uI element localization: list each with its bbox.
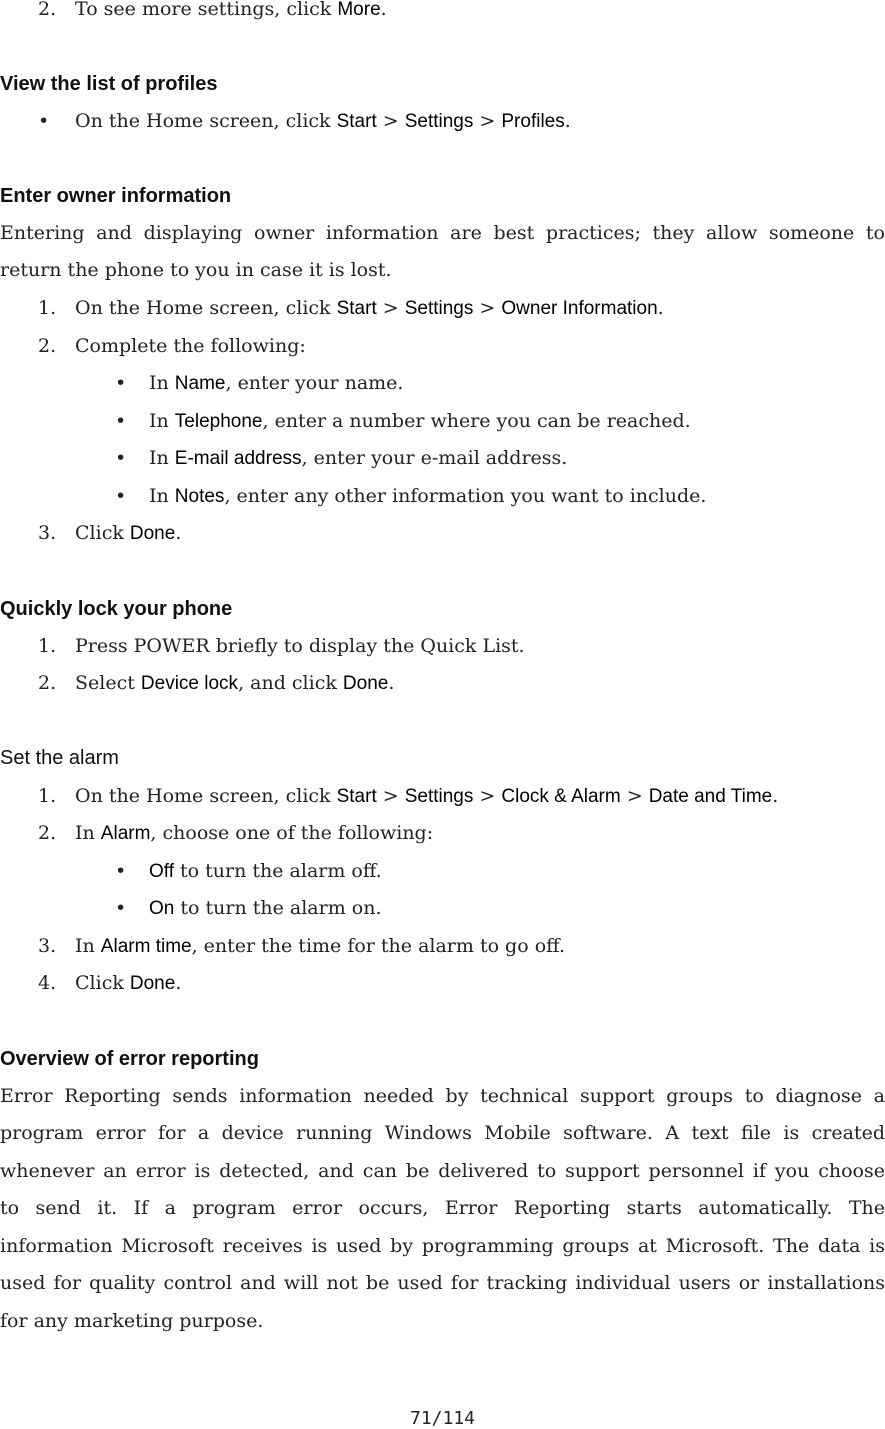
heading-owner: Enter owner information <box>0 185 232 207</box>
alarm-step1: 1. On the Home screen, click Start > Settings > Clock & Alarm > Date and Time. <box>38 785 779 807</box>
profiles-bullet: • On the Home screen, click Start > Settings > Profiles. <box>38 110 571 132</box>
intro-step: 2. To see more settings, click More. <box>38 0 387 20</box>
error-para-line: information Microsoft receives is used by programming groups at Microsoft. The data is <box>0 1235 885 1257</box>
lock-step1: 1. Press POWER briefly to display the Quick List. <box>38 635 525 657</box>
owner-bullet-telephone: • In Telephone, enter a number where you can be reached. <box>115 410 691 432</box>
heading-profiles: View the list of profiles <box>0 73 218 95</box>
alarm-step3: 3. In Alarm time, enter the time for the alarm to go off. <box>38 935 565 957</box>
alarm-bullet-off: • Off to turn the alarm off. <box>115 860 382 882</box>
owner-step3: 3. Click Done. <box>38 522 182 544</box>
owner-step2: 2. Complete the following: <box>38 335 306 357</box>
heading-error: Overview of error reporting <box>0 1048 259 1070</box>
heading-alarm: Set the alarm <box>0 747 119 769</box>
owner-bullet-name: • In Name, enter your name. <box>115 372 404 394</box>
error-para-last-line: for any marketing purpose. <box>0 1310 264 1332</box>
alarm-bullet-on: • On to turn the alarm on. <box>115 897 382 919</box>
error-para-line: Error Reporting sends information needed by technical support groups to diagnose a <box>0 1085 885 1107</box>
owner-bullet-notes: • In Notes, enter any other information you want to include. <box>115 485 707 507</box>
error-para-line: whenever an error is detected, and can be delivered to support personnel if you choose <box>0 1160 885 1182</box>
error-para-line: program error for a device running Windows Mobile software. A text file is created <box>0 1122 885 1144</box>
owner-para-line1: Entering and displaying owner information are best practices; they allow someone to <box>0 222 885 244</box>
error-para-line: to send it. If a program error occurs, Error Reporting starts automatically. The <box>0 1197 885 1219</box>
heading-lock: Quickly lock your phone <box>0 598 233 620</box>
alarm-step2: 2. In Alarm, choose one of the following: <box>38 822 434 844</box>
owner-bullet-email: • In E-mail address, enter your e-mail address. <box>115 447 568 469</box>
page-number: 71/114 <box>409 1408 476 1429</box>
error-para-line: used for quality control and will not be used for tracking individual users or installations <box>0 1272 885 1294</box>
alarm-step4: 4. Click Done. <box>38 972 182 994</box>
owner-para-line2: return the phone to you in case it is lost. <box>0 259 392 281</box>
lock-step2: 2. Select Device lock, and click Done. <box>38 672 395 694</box>
owner-step1: 1. On the Home screen, click Start > Settings > Owner Information. <box>38 297 664 319</box>
